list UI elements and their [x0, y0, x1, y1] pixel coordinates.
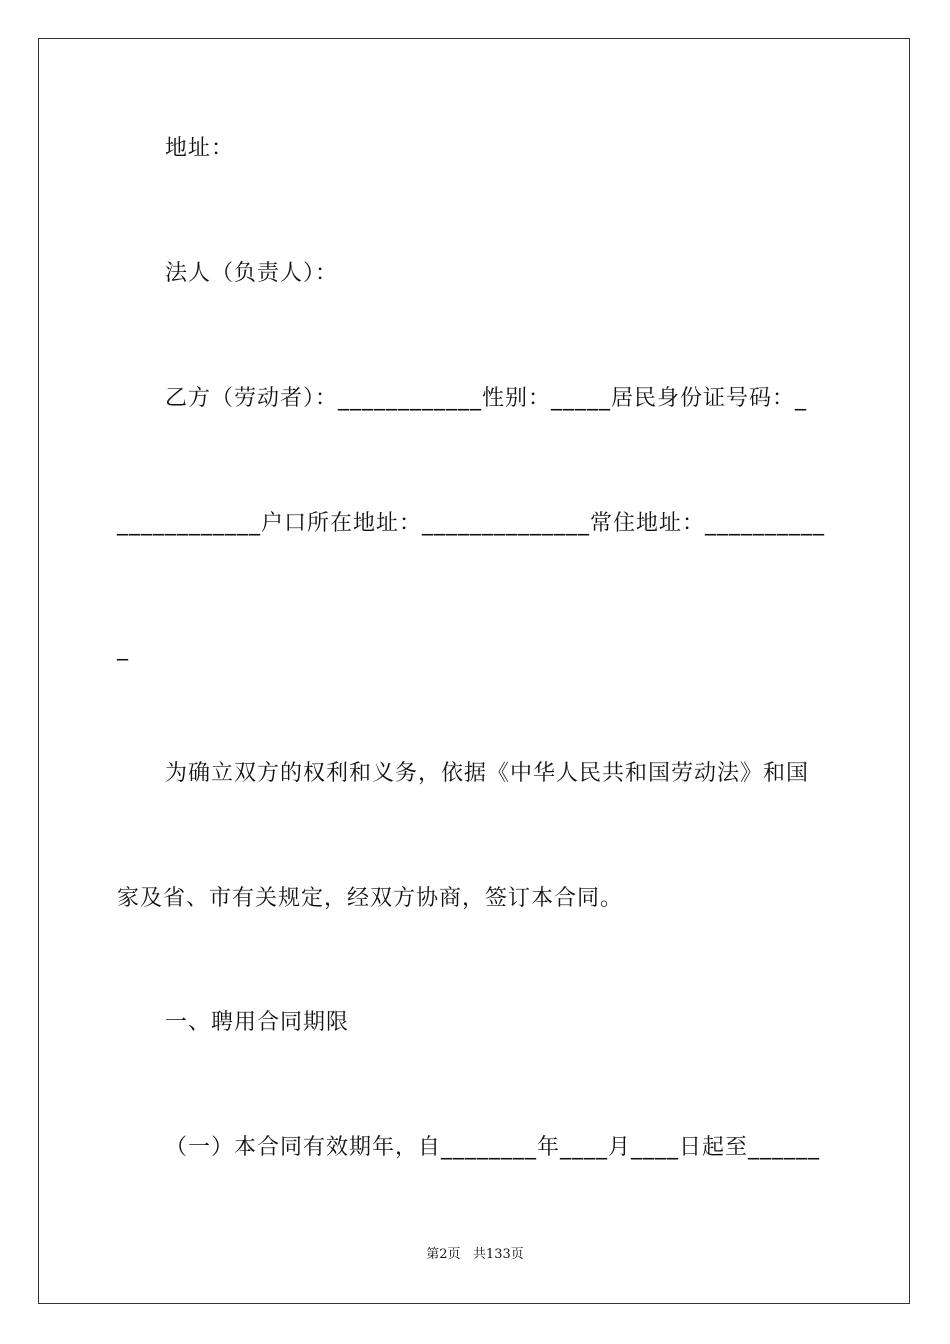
household-address-line: ____________户口所在地址：______________常住地址：__________ [117, 511, 826, 536]
current-page-label: 第2页 [426, 1247, 461, 1262]
address-line: 地址： [165, 136, 235, 161]
legal-representative-line: 法人（负责人）： [165, 261, 339, 286]
continuation-underscore-line: _ [117, 636, 129, 661]
page-footer [0, 1246, 950, 1264]
preamble-line-1: 为确立双方的权利和义务，依据《中华人民共和国劳动法》和国 [165, 761, 810, 786]
page-frame [38, 38, 910, 1304]
total-pages-label: 共133页 [472, 1247, 524, 1262]
party-b-line: 乙方（劳动者）：____________性别：_____居民身份证号码：_ [165, 386, 808, 411]
contract-validity-line: （一）本合同有效期年，自________年____月____日起至______ [165, 1135, 821, 1160]
preamble-line-2: 家及省、市有关规定，经双方协商，签订本合同。 [117, 886, 624, 911]
section-heading-contract-term: 一、聘用合同期限 [165, 1010, 350, 1035]
footer-separator [461, 1247, 473, 1262]
